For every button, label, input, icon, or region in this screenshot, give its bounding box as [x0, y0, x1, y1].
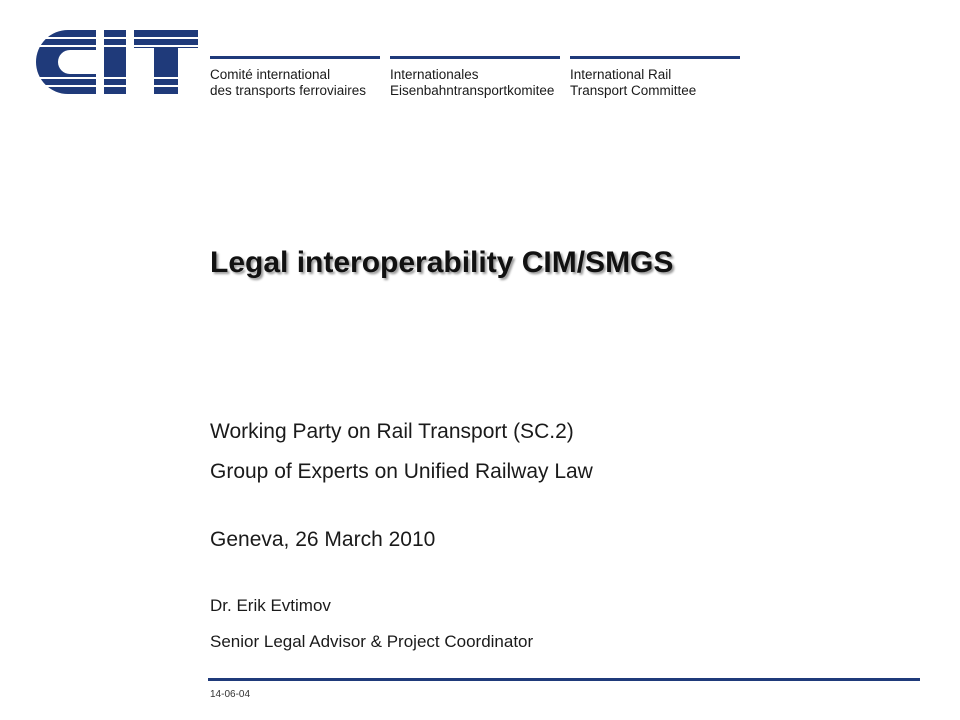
slide-title: Legal interoperability CIM/SMGS	[210, 246, 674, 279]
header-english	[570, 56, 740, 99]
footer-date: 14-06-04	[210, 689, 251, 700]
header-german	[390, 56, 560, 99]
header-rule	[210, 56, 380, 59]
header-line: Comité international	[210, 67, 331, 82]
speaker-role: Senior Legal Advisor & Project Coordinator	[210, 632, 534, 651]
expert-group: Group of Experts on Unified Railway Law	[210, 460, 593, 483]
footer-rule	[208, 678, 920, 681]
header-line: International Rail	[570, 67, 672, 82]
header-line: Eisenbahntransportkomitee	[390, 83, 555, 98]
header-line: des transports ferroviaires	[210, 83, 367, 98]
speaker-name: Dr. Erik Evtimov	[210, 596, 331, 615]
header-rule	[390, 56, 560, 59]
working-party: Working Party on Rail Transport (SC.2)	[210, 420, 574, 443]
header-rule	[570, 56, 740, 59]
header-line: Transport Committee	[570, 83, 697, 98]
place-date: Geneva, 26 March 2010	[210, 528, 436, 551]
cit-logo	[28, 30, 198, 99]
header-french	[210, 56, 380, 99]
header-line: Internationales	[390, 67, 479, 82]
